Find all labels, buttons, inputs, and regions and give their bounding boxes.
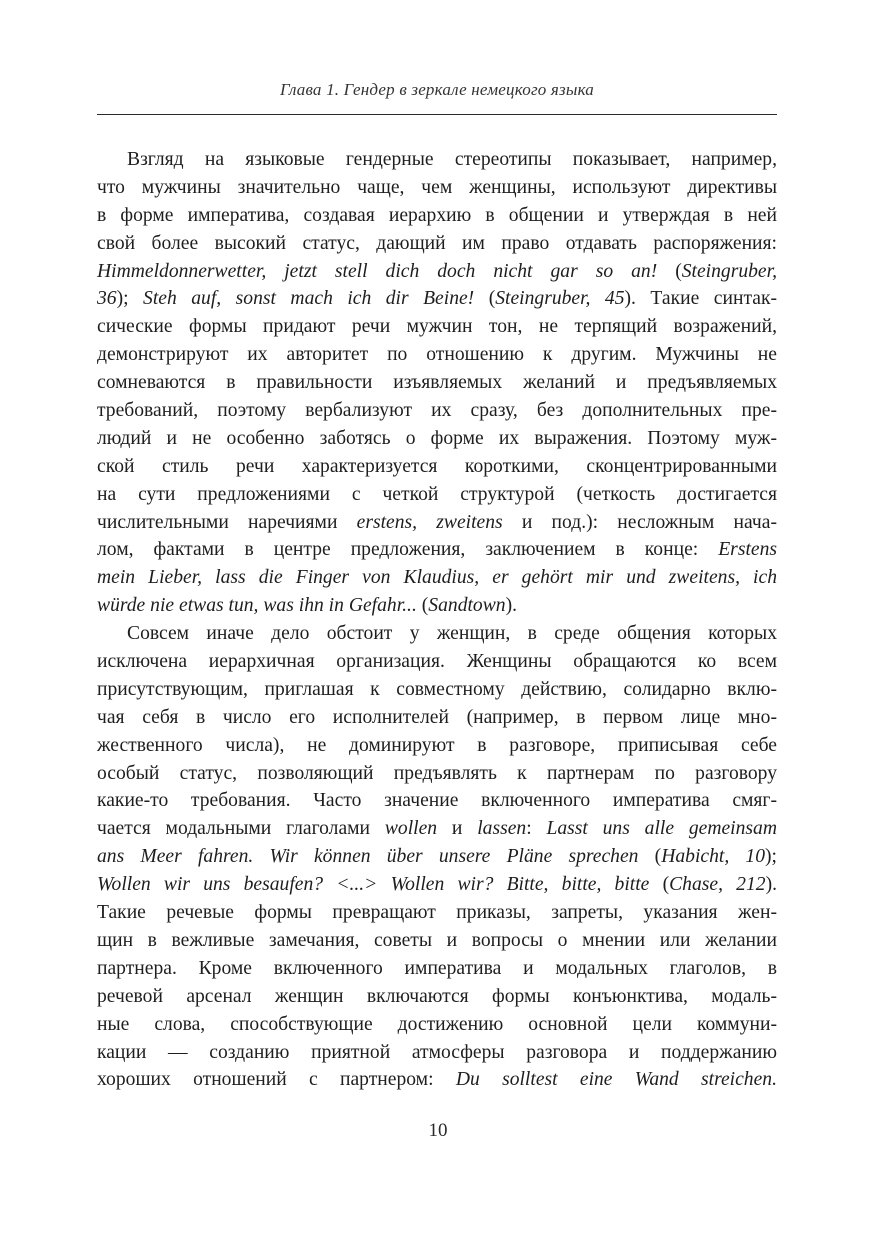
text-line <box>97 592 777 620</box>
text-run: хороших отношений с партнером: <box>97 1069 456 1091</box>
text-run: ). <box>765 874 778 896</box>
text-run: и под.): несложным нача- <box>502 511 778 533</box>
text-run: в форме императива, создавая иерархию в общении и утверждая в ней <box>97 204 777 226</box>
text-run: требований, поэтому вербализуют их сразу, без дополнительных пре- <box>97 400 777 422</box>
text-run: числительными наречиями <box>97 511 357 533</box>
italic-example: lassen <box>477 818 527 840</box>
text-line <box>97 676 777 704</box>
text-run: ). <box>505 595 518 617</box>
text-run: присутствующим, приглашая к совместному действию, солидарно вклю- <box>97 678 777 700</box>
italic-example: mein Lieber, lass die Finger von Klaudius, er gehört mir und zweitens, ich <box>97 567 777 589</box>
text-run: сомневаются в правильности изъявляемых желаний и предъявляемых <box>97 372 777 394</box>
text-run: ). Такие синтак- <box>624 288 777 310</box>
text-line <box>97 620 777 648</box>
text-run: Такие речевые формы превращают приказы, запреты, указания жен- <box>97 902 777 924</box>
text-run: ); <box>116 288 144 310</box>
text-run: ( <box>649 874 670 896</box>
text-run: и <box>437 818 478 840</box>
text-line <box>97 1066 777 1094</box>
text-run: партнера. Кроме включенного императива и модальных глаголов, в <box>97 957 777 979</box>
body-text <box>97 146 777 1094</box>
italic-example: Steingruber, <box>681 260 777 282</box>
text-run: на сути предложениями с четкой структурой (четкость достигается <box>97 483 777 505</box>
running-header: Глава 1. Гендер в зеркале немецкого языка <box>279 80 595 99</box>
text-line <box>97 202 777 230</box>
text-line <box>97 481 777 509</box>
text-line <box>97 760 777 788</box>
text-run: сические формы придают речи мужчин тон, не терпящий возражений, <box>97 316 777 338</box>
text-line <box>97 927 777 955</box>
italic-example: würde nie etwas tun, was ihn in Gefahr... <box>97 595 417 617</box>
text-line <box>97 564 777 592</box>
italic-example: Chase, 212 <box>669 874 766 896</box>
text-line <box>97 732 777 760</box>
text-line <box>97 983 777 1011</box>
text-run: какие-то требования. Часто значение включенного императива смяг- <box>97 790 777 812</box>
text-run: что мужчины значительно чаще, чем женщины, используют директивы <box>97 176 777 198</box>
text-line <box>97 704 777 732</box>
italic-example: Steh auf, sonst mach ich dir Beine! <box>143 288 475 310</box>
text-line <box>97 648 777 676</box>
text-line <box>97 397 777 425</box>
italic-example: Himmeldonnerwetter, jetzt stell dich doch nicht gar so an! <box>97 260 658 282</box>
text-run: ( <box>638 846 662 868</box>
text-run: жественного числа), не доминируют в разговоре, приписывая себе <box>97 734 777 756</box>
text-line <box>97 843 777 871</box>
text-run: людий и не особенно заботясь о форме их выражения. Поэтому муж- <box>97 427 777 449</box>
italic-example: wollen <box>384 818 438 840</box>
text-line <box>97 899 777 927</box>
text-line <box>97 230 777 258</box>
text-line <box>97 536 777 564</box>
text-run: особый статус, позволяющий предъявлять к партнерам по разговору <box>97 762 777 784</box>
italic-example: Habicht, 10 <box>661 846 766 868</box>
text-run: ( <box>474 288 496 310</box>
text-run: чая себя в число его исполнителей (например, в первом лице мно- <box>97 706 777 728</box>
text-line <box>97 787 777 815</box>
text-line <box>97 1011 777 1039</box>
text-run: : <box>526 818 547 840</box>
text-run: щин в вежливые замечания, советы и вопросы о мнении или желании <box>97 929 777 951</box>
text-run: речевой арсенал женщин включаются формы конъюнктива, модаль- <box>97 985 777 1007</box>
text-run: Совсем иначе дело обстоит у женщин, в среде общения которых <box>127 623 777 645</box>
text-line <box>97 1039 777 1067</box>
italic-example: Wollen wir uns besaufen? <...> Wollen wir? Bitte, bitte, bitte <box>97 874 650 896</box>
text-run: ( <box>416 595 429 617</box>
text-run: свой более высокий статус, дающий им право отдавать распоряжения: <box>97 232 777 254</box>
text-line <box>97 146 777 174</box>
italic-example: erstens, zweitens <box>356 511 503 533</box>
text-line <box>97 369 777 397</box>
text-line <box>97 453 777 481</box>
text-run: ( <box>657 260 682 282</box>
italic-example: Steingruber, 45 <box>495 288 625 310</box>
header-rule <box>97 114 777 115</box>
text-run: ные слова, способствующие достижению основной цели коммуни- <box>97 1013 777 1035</box>
italic-example: 36 <box>97 288 117 310</box>
text-line <box>97 425 777 453</box>
text-run: кации — созданию приятной атмосферы разговора и поддержанию <box>97 1041 777 1063</box>
italic-example: ans Meer fahren. Wir können über unsere Pläne sprechen <box>97 846 639 868</box>
italic-example: Erstens <box>718 539 777 561</box>
text-line <box>97 313 777 341</box>
text-line <box>97 509 777 537</box>
text-line <box>97 955 777 983</box>
page-number: 10 <box>428 1120 448 1141</box>
italic-example: Du solltest eine Wand streichen. <box>455 1069 777 1091</box>
text-line <box>97 285 777 313</box>
text-run: ской стиль речи характеризуется короткими, сконцентрированными <box>97 455 777 477</box>
text-run: Взгляд на языковые гендерные стереотипы показывает, например, <box>127 149 777 170</box>
text-line <box>97 341 777 369</box>
text-run: лом, фактами в центре предложения, заключением в конце: <box>97 539 719 561</box>
text-run: исключена иерархичная организация. Женщины обращаются ко всем <box>97 651 777 673</box>
text-line <box>97 174 777 202</box>
italic-example: Sandtown <box>428 595 506 617</box>
text-run: чается модальными глаголами <box>97 818 385 840</box>
text-run: демонстрируют их авторитет по отношению к другим. Мужчины не <box>97 344 777 366</box>
text-line <box>97 871 777 899</box>
italic-example: Lasst uns alle gemeinsam <box>546 818 777 840</box>
text-line <box>97 815 777 843</box>
text-run: ); <box>765 846 777 868</box>
text-line <box>97 258 777 286</box>
